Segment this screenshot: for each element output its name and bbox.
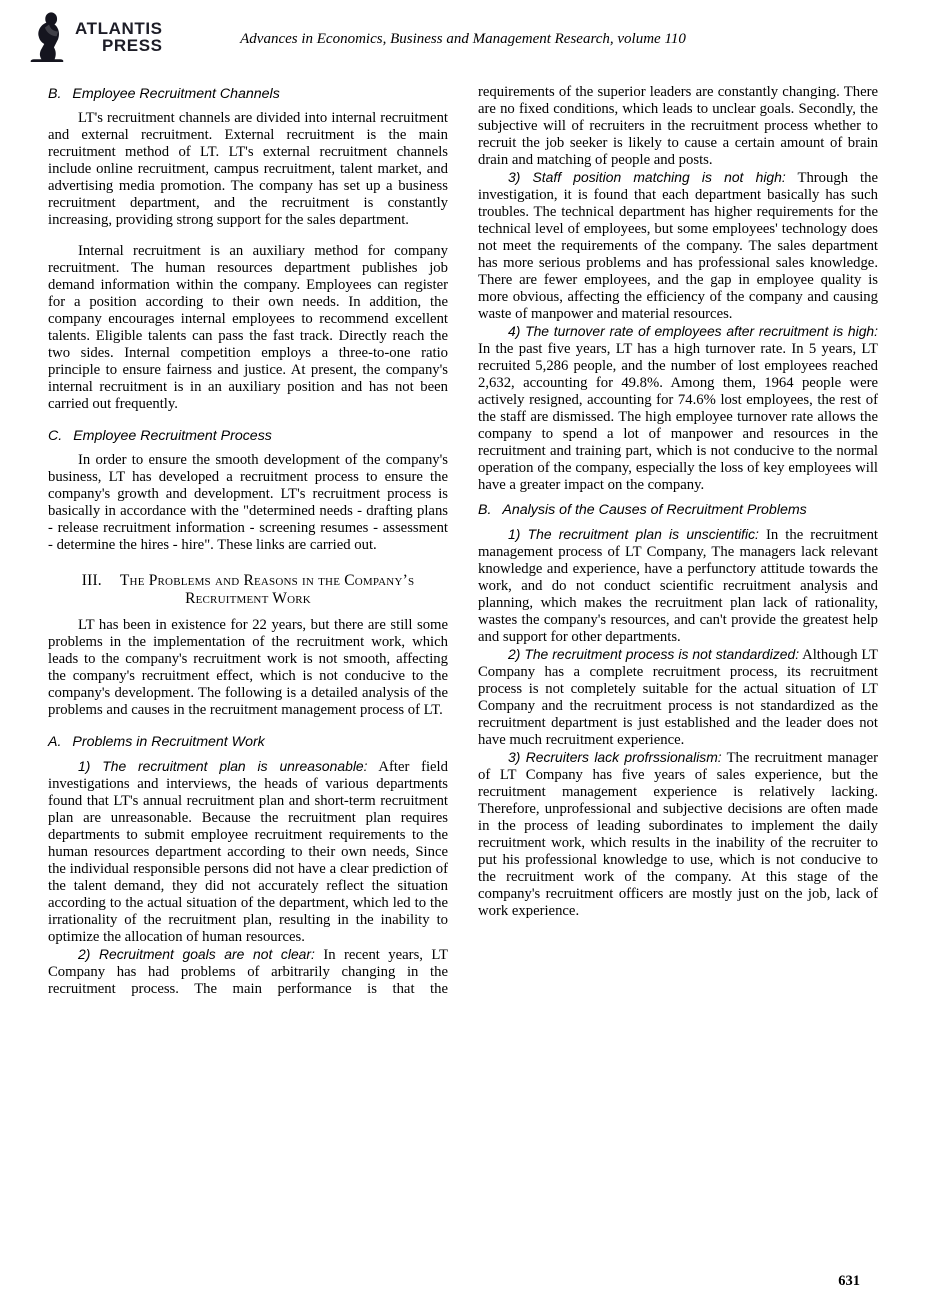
run-in-heading: 1) The recruitment plan is unscientific: xyxy=(508,526,759,542)
paragraph-plan-unreasonable xyxy=(48,758,448,946)
journal-title: Advances in Economics, Business and Management Research, volume 110 xyxy=(240,31,686,47)
heading-title: Employee Recruitment Process xyxy=(73,428,272,444)
heading-title: Employee Recruitment Channels xyxy=(72,86,280,102)
paragraph-plan-unscientific xyxy=(478,526,878,646)
run-in-heading: 2) Recruitment goals are not clear: xyxy=(78,946,315,962)
paragraph-recruitment-process: In order to ensure the smooth development of the company's business, LT has developed a recruitment process to ensure the company's growth and development. LT's recruitment process is basically in accordance with the "determined needs - drafting plans - release recruitment information - screening resumes - assessment - determine the hires - hire". These links are carried out. xyxy=(48,452,448,553)
heading-employee-recruitment-channels xyxy=(48,86,448,103)
heading-title: Problems in Recruitment Work xyxy=(72,734,265,750)
paragraph-staff-position-matching xyxy=(478,169,878,323)
heading-label: A. xyxy=(48,734,62,750)
paragraph-section-iii-intro: LT has been in existence for 22 years, but there are still some problems in the implementation of the recruitment work, which leads to the company's recruitment work is not smooth, affecting the company's recruitment effect, which is not conducive to the company's development. The following is a detailed analysis of the problems and causes in the recruitment management process of LT. xyxy=(48,617,448,718)
paragraph-text: In the recruitment management process of LT Company, The managers lack relevant knowledge and experience, have a perfunctory attitude towards the work, and do not conduct scientific recruitment analysis and planning, which makes the recruitment plan lack of rationality, wastes the company's resources, and can't provide the greatest help and support for other departments. xyxy=(478,527,878,645)
right-column xyxy=(478,84,878,998)
page-number: 631 xyxy=(838,1273,860,1289)
run-in-heading: 2) The recruitment process is not standardized: xyxy=(508,646,800,662)
heading-employee-recruitment-process xyxy=(48,428,448,445)
heading-problems-in-recruitment-work xyxy=(48,734,448,751)
paragraph-process-not-standardized xyxy=(478,646,878,749)
paragraph-text: The recruitment manager of LT Company has five years of sales experience, but the recruitment management experience is relatively lacking. Therefore, unprofessional and subjective decisions are often made in the process of leading subordinates to implement the daily recruitment work, which results in the inability of the recruiter to put his professional knowledge to use, which is not conducive to the recruitment work of the company. At this stage of the company's recruitment officers are mostly just on the job, lack of work experience. xyxy=(478,750,878,919)
paragraph-internal-recruitment: Internal recruitment is an auxiliary method for company recruitment. The human resources department publishes job demand information within the company. Employees can register for a position according to their own needs. In addition, the company encourages internal employees to recommend excellent talents. Eligible talents can pass the fast track. Directly reach the two sides. Internal competition employs a three-to-one ratio principle to ensure fairness and justice. At present, the company's internal recruitment is in an auxiliary position and has not been carried out frequently. xyxy=(48,243,448,412)
run-in-heading: 1) The recruitment plan is unreasonable: xyxy=(78,758,368,774)
paragraph-text: Although LT Company has a complete recruitment process, its recruitment process is not completely suitable for the actual situation of LT Company and the recruitment process is not standardized as the recruitment department is just established and the leader does not have much recruitment experience. xyxy=(478,647,878,748)
left-column xyxy=(48,84,448,998)
paragraph-text: In the past five years, LT has a high turnover rate. In 5 years, LT recruited 5,286 people, and the number of lost employees reached 2,632, accounting for 49.8%. Among them, 1964 people were actively resigned, accounting for 74.6% lost employees, the rest of the staff are dismissed. The high employee turnover rate allows the company to spend a lot of manpower and resources in the recruitment and training part, which is not conducive to the normal operation of the company, especially the loss of key employees will have a greater impact on the company. xyxy=(478,341,878,493)
heading-label: B. xyxy=(478,502,492,518)
heading-analysis-of-causes xyxy=(478,502,878,519)
page-body xyxy=(48,84,878,998)
paragraph-external-recruitment: LT's recruitment channels are divided into internal recruitment and external recruitment. External recruitment is the main recruitment method of LT. LT's external recruitment channels include online recruitment, campus recruitment, talent market, and advertising media promotion. The company has set up a business recruitment department, and the recruitment is constantly increasing, providing strong support for the sales department. xyxy=(48,110,448,228)
logo-line-atlantis: ATLANTIS xyxy=(75,19,163,38)
paragraph-goals-not-clear xyxy=(48,946,448,998)
logo-line-press: PRESS xyxy=(101,36,163,55)
paragraph-text: After field investigations and interviews, the heads of various departments found that LT's annual recruitment plan and short-term recruitment plan are unreasonable. Because the recruitment plan requires departments to submit employee recruitment requirements to the human resources department according to their own needs, Since the individual responsible persons did not have a clear prediction of the talent demand, they did not accurately reflect the situation according to the actual situation of the department, which led to the irrationality of the recruitment plan, resulting in the inability to optimize the allocation of human resources. xyxy=(48,759,448,945)
heading-label: B. xyxy=(48,86,62,102)
section-title: The Problems and Reasons in the Company’s Recruitment Work xyxy=(119,572,415,607)
run-in-heading: 3) Recruiters lack profrssionalism: xyxy=(508,749,722,765)
paragraph-text: Through the investigation, it is found that each department basically has such troubles. The technical department has higher requirements for the technical level of employees, but some employees' technology does not meet the requirements of the company. The sales department has more serious problems and has professional sales knowledge. There are fewer employees, and the gap in employee quality is more obvious, affecting the efficiency of the company and causing waste of manpower and material resources. xyxy=(478,170,878,322)
heading-label: C. xyxy=(48,428,63,444)
heading-title: Analysis of the Causes of Recruitment Problems xyxy=(502,502,807,518)
section-numeral: III. xyxy=(81,572,102,589)
paragraph-goals-not-clear-continued: requirements of the superior leaders are constantly changing. There are no fixed conditions, which leads to unclear goals. Secondly, the subjective will of recruiters in the recruitment process whether to recruit the job seeker is likely to cause a certain amount of brain drain and matching of people and posts. xyxy=(478,84,878,168)
heading-section-iii-problems-and-reasons xyxy=(58,572,438,608)
page-header xyxy=(0,10,926,74)
paragraph-turnover-rate xyxy=(478,323,878,494)
paragraph-text: In recent years, LT Company has had problems of arbitrarily changing in the recruitment process. The main performance is that the xyxy=(48,947,448,997)
run-in-heading: 4) The turnover rate of employees after recruitment is high: xyxy=(508,323,878,339)
run-in-heading: 3) Staff position matching is not high: xyxy=(508,169,786,185)
paragraph-recruiters-lack-professionalism xyxy=(478,749,878,920)
